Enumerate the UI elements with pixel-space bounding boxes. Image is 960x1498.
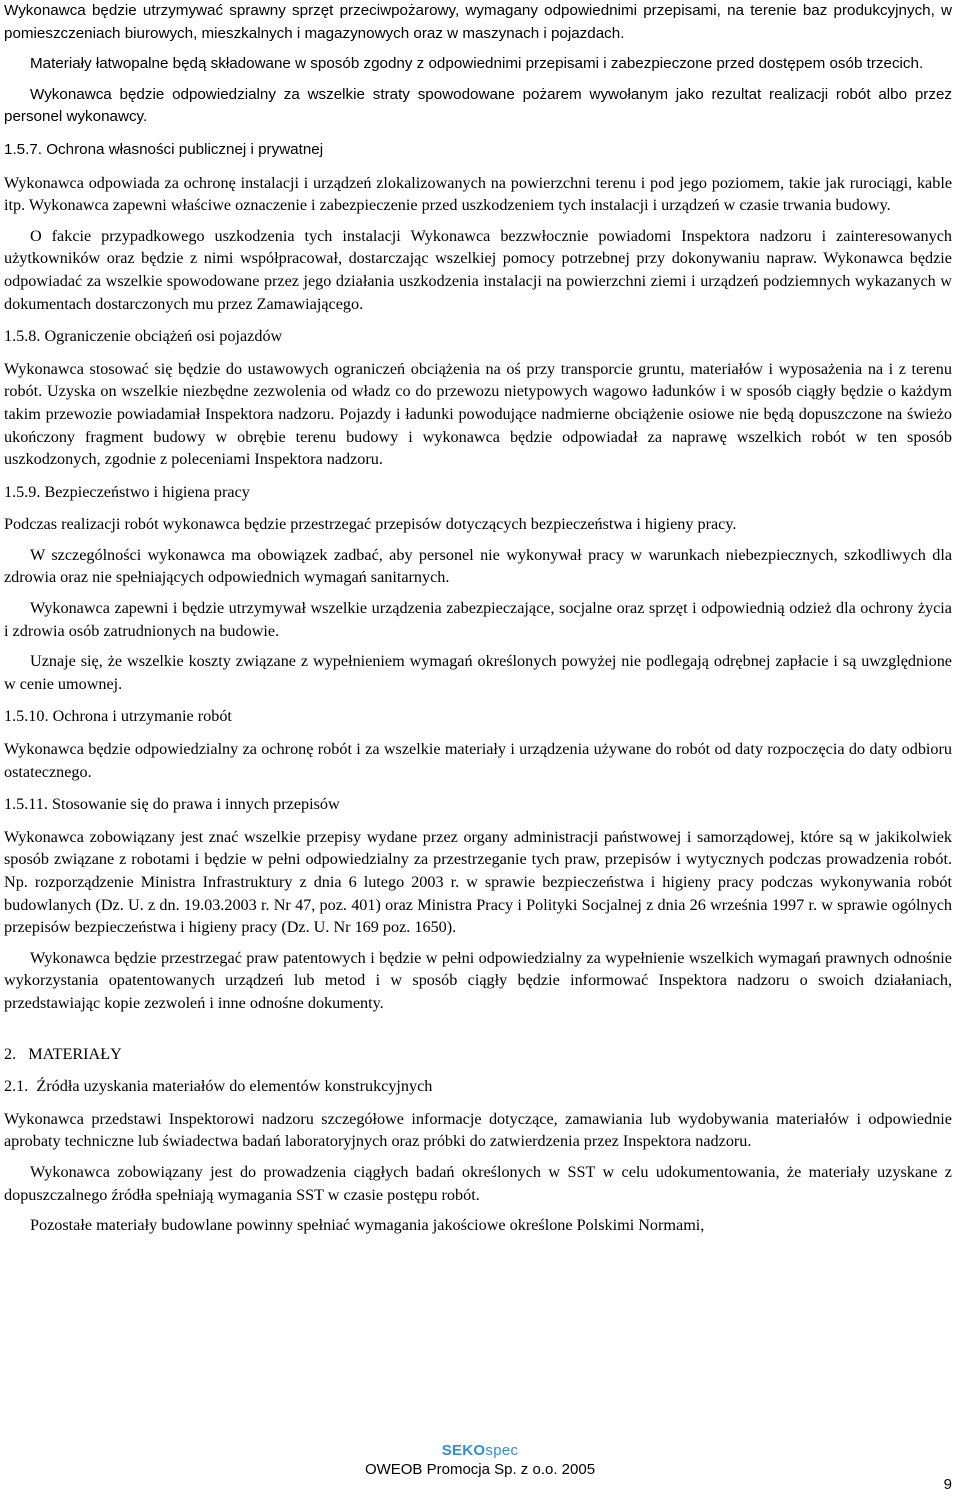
paragraph-patents: Wykonawca będzie przestrzegać praw patentowych i będzie w pełni odpowiedzialny za wypełnienie wszelkich wymagań prawnych odnośnie wykorzystania opatentowanych urządzeń lub metod i w sposób ciągły będzie informować Inspektora nadzoru o swoich działaniach, przedstawiając kopie zezwoleń i inne odnośne dokumenty. xyxy=(4,948,952,1012)
document-page xyxy=(4,0,952,1237)
paragraph-dangerous-conditions: W szczególności wykonawca ma obowiązek zadbać, aby personel nie wykonywał pracy w warunkach niebezpiecznych, szkodliwych dla zdrowia oraz nie spełniających odpowiednich wymagań sanitarnych. xyxy=(4,545,952,587)
paragraph-fire-liability: Wykonawca będzie odpowiedzialny za wszelkie straty spowodowane pożarem wywołanym jako rezultat realizacji robót albo przez personel wykonawcy. xyxy=(4,85,952,126)
paragraph-axle-load: Wykonawca stosować się będzie do ustawowych ograniczeń obciążenia na oś przy transporcie gruntu, materiałów i wyposażenia na i z terenu robót. Uzyska on wszelkie niezbędne zezwolenia od władz co do przewozu nietypowych wagowo ładunków i w sposób ciągły będzie o każdym takim przewozie powiadamiał Inspektora nadzoru. Pojazdy i ładunki powodujące nadmierne obciążenie osiowe nie będą dopuszczone na świeżo ukończony fragment budowy w obrębie terenu budowy i wykonawca będzie odpowiadał za naprawę wszelkich robót w ten sposób uszkodzonych, zgodnie z poleceniami Inspektora nadzoru. xyxy=(4,359,952,469)
paragraph-installation-protection: Wykonawca odpowiada za ochronę instalacji i urządzeń zlokalizowanych na powierzchni terenu i pod jego poziomem, takie jak rurociągi, kable itp. Wykonawca zapewni właściwe oznaczenie i zabezpieczenie przed uszkodzeniem tych instalacji i urządzeń w czasie trwania budowy. xyxy=(4,173,952,215)
paragraph-protective-equipment: Wykonawca zapewni i będzie utrzymywał wszelkie urządzenia zabezpieczające, socjalne oraz sprzęt i odpowiednią odzież dla ochrony życia i zdrowia osób zatrudnionych na budowie. xyxy=(4,599,952,640)
paragraph-material-sources: Wykonawca przedstawi Inspektorowi nadzoru szczegółowe informacje dotyczące, zamawiania lub wydobywania materiałów i odpowiednie aprobaty techniczne lub świadectwa badań laboratoryjnych oraz próbki do zatwierdzenia przez Inspektora nadzoru. xyxy=(4,1109,952,1151)
paragraph-fire-equipment: Wykonawca będzie utrzymywać sprawny sprzęt przeciwpożarowy, wymagany odpowiednimi przepisami, na terenie baz produkcyjnych, w pomieszczeniach biurowych, mieszkalnych i magazynowych oraz w maszynach i pojazdach. xyxy=(4,2,952,42)
footer-company: OWEOB Promocja Sp. z o.o. 2005 xyxy=(364,1461,596,1478)
chapter-heading-materials: 2. MATERIAŁY xyxy=(4,1044,122,1063)
page-number: 9 xyxy=(943,1476,952,1493)
paragraph-safety-rules: Podczas realizacji robót wykonawca będzie przestrzegać przepisów dotyczących bezpieczeństwa i higieny pracy. xyxy=(4,515,737,534)
paragraph-costs: Uznaje się, że wszelkie koszty związane z wypełnieniem wymagań określonych powyżej nie podlegają odrębnej zapłacie i są uwzględnione w cenie umownej. xyxy=(4,652,952,693)
paragraph-other-materials: Pozostałe materiały budowlane powinny spełniać wymagania jakościowe określone Polskimi Normami, xyxy=(30,1216,705,1235)
page-footer xyxy=(0,1442,960,1480)
section-heading-1-5-8: 1.5.8. Ograniczenie obciążeń osi pojazdów xyxy=(4,327,283,346)
paragraph-accidental-damage: O fakcie przypadkowego uszkodzenia tych instalacji Wykonawca bezzwłocznie powiadomi Inspektora nadzoru i zainteresowanych użytkowników oraz będzie z nimi współpracował, dostarczając wszelkiej pomocy potrzebnej przy dokonywaniu napraw. Wykonawca będzie odpowiadać za wszelkie spowodowane przez jego działania uszkodzenia instalacji na powierzchni ziemi i urządzeń podziemnych wykazanych w dokumentach dostarczonych mu przez Zamawiającego. xyxy=(4,226,952,313)
paragraph-works-protection: Wykonawca będzie odpowiedzialny za ochronę robót i za wszelkie materiały i urządzenia używane do robót od daty rozpoczęcia do daty odbioru ostatecznego. xyxy=(4,740,952,781)
section-heading-1-5-7: 1.5.7. Ochrona własności publicznej i prywatnej xyxy=(4,140,324,158)
paragraph-continuous-testing: Wykonawca zobowiązany jest do prowadzenia ciągłych badań określonych w SST w celu udokumentowania, że materiały uzyskane z dopuszczalnego źródła spełniają wymagania SST w czasie postępu robót. xyxy=(4,1162,952,1204)
sekospec-logo xyxy=(0,1442,960,1460)
section-heading-2-1: 2.1. Źródła uzyskania materiałów do elementów konstrukcyjnych xyxy=(4,1077,433,1096)
logo-brand-light: spec xyxy=(485,1442,519,1459)
paragraph-regulations: Wykonawca zobowiązany jest znać wszelkie przepisy wydane przez organy administracji państwowej i samorządowej, które są w jakikolwiek sposób związane z robotami i będzie w pełni odpowiedzialny za przestrzeganie tych praw, przepisów i wytycznych podczas prowadzenia robót. Np. rozporządzenie Ministra Infrastruktury z dnia 6 lutego 2003 r. w sprawie bezpieczeństwa i higieny pracy podczas wykonywania robót budowlanych (Dz. U. z dn. 19.03.2003 r. Nr 47, poz. 401) oraz Ministra Pracy i Polityki Socjalnej z dnia 26 września 1997 r. w sprawie ogólnych przepisów bezpieczeństwa i higieny pracy (Dz. U. Nr 169 poz. 1650). xyxy=(4,827,952,937)
section-heading-1-5-11: 1.5.11. Stosowanie się do prawa i innych przepisów xyxy=(4,795,340,814)
section-heading-1-5-10: 1.5.10. Ochrona i utrzymanie robót xyxy=(4,707,232,726)
section-heading-1-5-9: 1.5.9. Bezpieczeństwo i higiena pracy xyxy=(4,482,250,501)
paragraph-flammable-materials: Materiały łatwopalne będą składowane w sposób zgodny z odpowiednimi przepisami i zabezpieczone przed dostępem osób trzecich. xyxy=(30,55,924,73)
logo-brand-bold: SEKO xyxy=(441,1442,486,1459)
